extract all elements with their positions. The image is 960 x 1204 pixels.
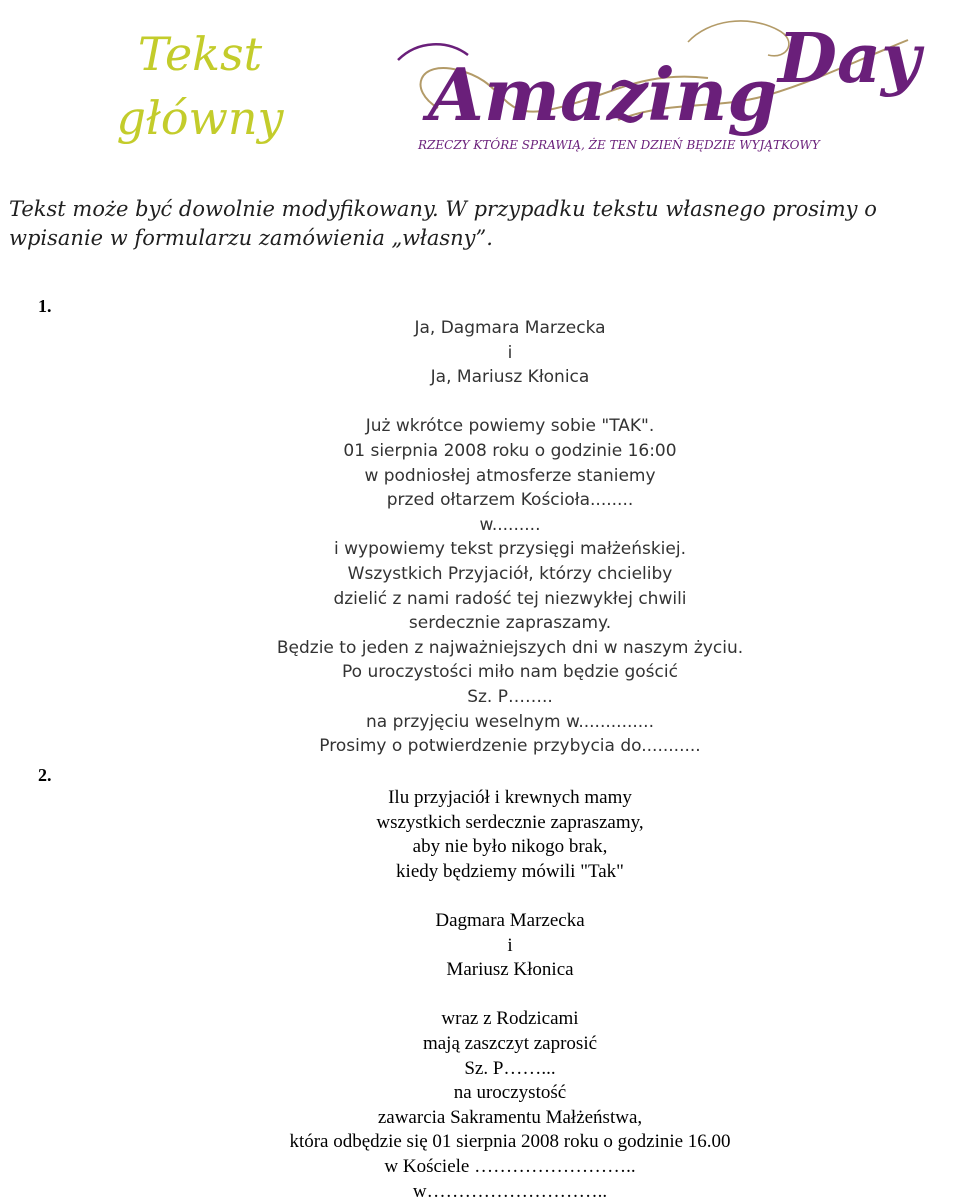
text-line: dzielić z nami radość tej niezwykłej chwili xyxy=(190,587,830,612)
text-line: wszystkich serdecznie zapraszamy, xyxy=(190,811,830,836)
text-line: Będzie to jeden z najważniejszych dni w naszym życiu. xyxy=(190,636,830,661)
text-line: w……………………….. xyxy=(190,1180,830,1204)
title-line-1: Tekst xyxy=(100,22,300,86)
text-line: Ilu przyjaciół i krewnych mamy xyxy=(190,786,830,811)
text-line: Ja, Dagmara Marzecka xyxy=(190,316,830,341)
page-title xyxy=(100,22,300,150)
text-line: i xyxy=(190,934,830,959)
text-line: przed ołtarzem Kościoła........ xyxy=(190,488,830,513)
text-line: w podniosłej atmosferze staniemy xyxy=(190,464,830,489)
text-line: i xyxy=(190,341,830,366)
logo-word-amazing: Amazing xyxy=(422,52,778,137)
text-line: Po uroczystości miło nam będzie gościć xyxy=(190,660,830,685)
text-line: Ja, Mariusz Kłonica xyxy=(190,365,830,390)
section-2-number: 2. xyxy=(38,765,52,786)
text-line: i wypowiemy tekst przysięgi małżeńskiej. xyxy=(190,537,830,562)
blank-line xyxy=(190,390,830,415)
text-line: wraz z Rodzicami xyxy=(190,1007,830,1032)
text-line: aby nie było nikogo brak, xyxy=(190,835,830,860)
section-1-number: 1. xyxy=(38,296,52,317)
text-line: Wszystkich Przyjaciół, którzy chcieliby xyxy=(190,562,830,587)
text-line: Już wkrótce powiemy sobie "TAK". xyxy=(190,414,830,439)
text-line: która odbędzie się 01 sierpnia 2008 roku o godzinie 16.00 xyxy=(190,1130,830,1155)
text-line: na uroczystość xyxy=(190,1081,830,1106)
text-line: Prosimy o potwierdzenie przybycia do........... xyxy=(190,734,830,759)
text-line: serdecznie zapraszamy. xyxy=(190,611,830,636)
logo-flourish-3 xyxy=(688,21,789,56)
section-2-text xyxy=(190,786,830,1204)
blank-line xyxy=(190,983,830,1008)
text-line: 01 sierpnia 2008 roku o godzinie 16:00 xyxy=(190,439,830,464)
text-line: Dagmara Marzecka xyxy=(190,909,830,934)
text-line: Sz. P……... xyxy=(190,1057,830,1082)
text-line: mają zaszczyt zaprosić xyxy=(190,1032,830,1057)
title-line-2: główny xyxy=(100,86,300,150)
intro-paragraph: Tekst może być dowolnie modyfikowany. W przypadku tekstu własnego prosimy o wpisanie w formularzu zamówienia „własny”. xyxy=(9,195,954,253)
text-line: Mariusz Kłonica xyxy=(190,958,830,983)
logo-tagline: RZECZY KTÓRE SPRAWIĄ, ŻE TEN DZIEŃ BĘDZIE WYJĄTKOWY xyxy=(417,136,821,152)
text-line: w Kościele …………………….. xyxy=(190,1155,830,1180)
text-line: na przyjęciu weselnym w.............. xyxy=(190,710,830,735)
text-line: Sz. P…….. xyxy=(190,685,830,710)
text-line: kiedy będziemy mówili "Tak" xyxy=(190,860,830,885)
text-line: w......... xyxy=(190,513,830,538)
text-line: zawarcia Sakramentu Małżeństwa, xyxy=(190,1106,830,1131)
section-1-text xyxy=(190,316,830,759)
blank-line xyxy=(190,884,830,909)
logo-word-day: Day xyxy=(776,19,925,99)
amazing-day-logo xyxy=(388,0,960,165)
